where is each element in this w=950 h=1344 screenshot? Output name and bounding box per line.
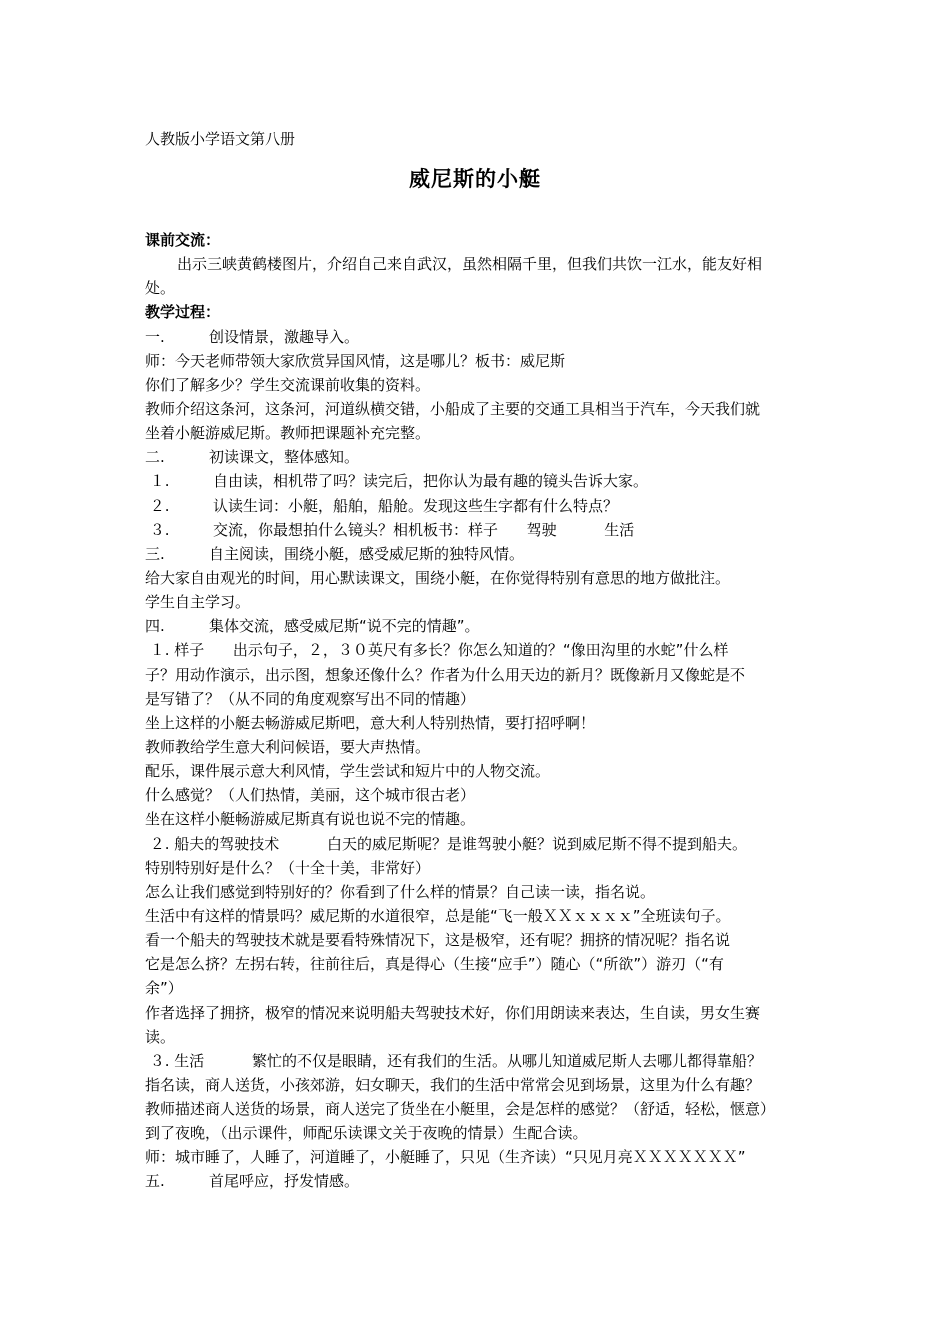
paragraph-line [145,1121,810,1145]
sub-item [145,469,810,493]
section-item [145,445,810,469]
line-text: 你们了解多少？学生交流课前收集的资料。 [145,375,431,394]
item-number: 三. [145,544,165,563]
paragraph-line [145,952,810,976]
section-item [145,1169,810,1193]
paragraph-line [145,421,810,445]
line-text: 教师介绍这条河，这条河，河道纵横交错，小船成了主要的交通工具相当于汽车，今天我们就 [145,399,761,418]
line-text: 交流，你最想拍什么镜头？相机板书：样子 驾驶 生活 [213,520,635,539]
paragraph-line [145,783,810,807]
paragraph-line [145,1001,810,1025]
paragraph-line [145,1097,810,1121]
line-text: 自主阅读，围绕小艇，感受威尼斯的独特风情。 [209,544,525,563]
line-text: 到了夜晚，（出示课件，师配乐读课文关于夜晚的情景）生配合读。 [145,1124,588,1143]
line-text: 子？用动作演示，出示图，想象还像什么？作者为什么用天边的新月？既像新月又像蛇是不 [145,665,746,684]
line-text: 认读生词：小艇，船舶，船舱。发现这些生字都有什么特点？ [213,496,619,515]
line-text: 教学过程： [145,303,221,322]
paragraph-line [145,252,810,276]
line-text: 生活中有这样的情景吗？威尼斯的水道很窄，总是能“飞一般ＸＸｘｘｘｘ”全班读句子。 [145,906,731,925]
paragraph-line [145,373,810,397]
line-text: 坐上这样的小艇去畅游威尼斯吧，意大利人特别热情，要打招呼啊！ [145,713,596,732]
line-text: 配乐，课件展示意大利风情，学生尝试和短片中的人物交流。 [145,762,551,781]
paragraph-line [145,1073,810,1097]
paragraph-line [145,276,810,300]
line-text: 它是怎么挤？左拐右转，往前往后，真是得心（生接“应手”）随心（“所欲”）游刃（“有 [145,955,724,974]
line-text: 特别特别好是什么？（十全十美，非常好） [145,858,431,877]
line-text: 首尾呼应，抒发情感。 [209,1172,360,1191]
paragraph-line [145,663,810,687]
line-text: 处。 [145,279,176,298]
line-text: 指名读，商人送货，小孩郊游，妇女聊天，我们的生活中常常会见到场景，这里为什么有趣？ [145,1075,761,1094]
line-text: 坐在这样小艇畅游威尼斯真有说也说不完的情趣。 [145,810,476,829]
line-text: 师：今天老师带领大家欣赏异国风情，这是哪儿？板书：威尼斯 [145,351,566,370]
item-number: 二. [145,448,165,467]
paragraph-line [145,1025,810,1049]
document-body [145,228,810,1194]
item-number: 一. [145,327,165,346]
line-text: 作者选择了拥挤，极窄的情况来说明船夫驾驶技术好，你们用朗读来表达，生自读，男女生赛 [145,1003,761,1022]
line-text: 师：城市睡了，人睡了，河道睡了，小艇睡了，只见（生齐读）“只见月亮ＸＸＸＸＸＸＸ” [145,1148,746,1167]
item-number: 五. [145,1172,165,1191]
section-item [145,614,810,638]
line-text: ３. 生活 繁忙的不仅是眼睛，还有我们的生活。从哪儿知道威尼斯人去哪儿都得靠船？ [145,1051,762,1070]
paragraph-line [145,638,810,662]
line-text: 教师教给学生意大利问候语，要大声热情。 [145,737,431,756]
line-text: 给大家自由观光的时间，用心默读课文，围绕小艇，在你觉得特别有意思的地方做批注。 [145,568,731,587]
section-heading [145,300,810,324]
paragraph-line [145,759,810,783]
paragraph-line [145,904,810,928]
paragraph-line [145,397,810,421]
sub-item [145,494,810,518]
item-number: ３. [145,520,170,539]
item-number: 四. [145,617,165,636]
paragraph-line [145,687,810,711]
line-text: 坐着小艇游威尼斯。教师把课题补充完整。 [145,424,431,443]
line-text: 读。 [145,1027,176,1046]
paragraph-line [145,880,810,904]
paragraph-line [145,711,810,735]
paragraph-line [145,735,810,759]
item-number: １. [145,472,170,491]
paragraph-line [145,566,810,590]
section-item [145,542,810,566]
line-text: 教师描述商人送货的场景，商人送完了货坐在小艇里，会是怎样的感觉？（舒适，轻松，惬意） [145,1100,776,1119]
document-header: 人教版小学语文第八册 [145,130,296,148]
line-text: 创设情景，激趣导入。 [209,327,360,346]
line-text: 自由读，相机带了吗？读完后，把你认为最有趣的镜头告诉大家。 [213,472,649,491]
paragraph-line [145,1049,810,1073]
line-text: 课前交流： [145,231,221,249]
paragraph-line [145,349,810,373]
line-text: 怎么让我们感觉到特别好的？你看到了什么样的情景？自己读一读，指名说。 [145,882,656,901]
section-heading [145,228,810,252]
paragraph-line [145,807,810,831]
section-item [145,325,810,349]
paragraph-line [145,928,810,952]
item-number: ２. [145,496,170,515]
sub-item [145,518,810,542]
line-text: 是写错了？（从不同的角度观察写出不同的情趣） [145,689,476,708]
paragraph-line [145,1145,810,1169]
line-text: 出示三峡黄鹤楼图片，介绍自己来自武汉，虽然相隔千里，但我们共饮一江水，能友好相 [177,255,763,274]
line-text: 集体交流，感受威尼斯“说不完的情趣”。 [209,617,480,636]
line-text: 学生自主学习。 [145,593,251,612]
line-text: 初读课文，整体感知。 [209,448,360,467]
line-text: ２. 船夫的驾驶技术 白天的威尼斯呢？是谁驾驶小艇？说到威尼斯不得不提到船夫。 [145,834,747,853]
paragraph-line [145,976,810,1000]
paragraph-line [145,856,810,880]
document-title: 威尼斯的小艇 [409,167,541,191]
paragraph-line [145,832,810,856]
line-text: 余”） [145,979,183,998]
line-text: 看一个船夫的驾驶技术就是要看特殊情况下，这是极窄，还有呢？拥挤的情况呢？指名说 [145,931,731,950]
line-text: １. 样子 出示句子，２，３０英尺有多长？你怎么知道的？“像田沟里的水蛇”什么样 [145,641,729,660]
paragraph-line [145,590,810,614]
line-text: 什么感觉？（人们热情，美丽，这个城市很古老） [145,786,476,805]
